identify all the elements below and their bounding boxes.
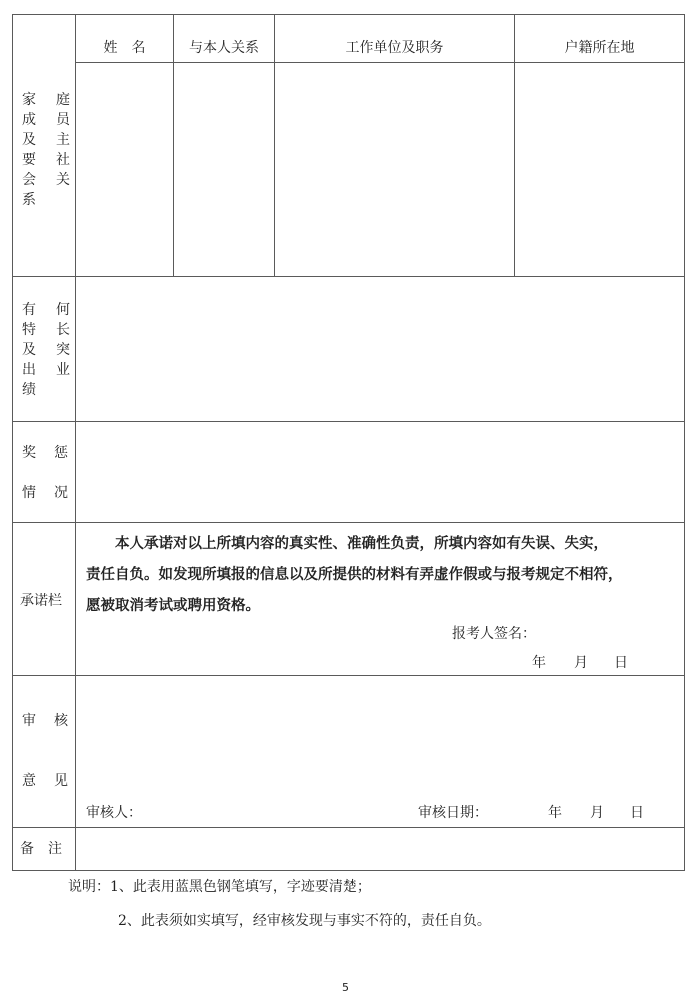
review-content-cell[interactable]	[76, 676, 684, 801]
header-relation: 与本人关系	[189, 40, 259, 56]
rewards-label-2a: 情	[22, 485, 36, 501]
note-line-1: 说明：1、此表用蓝黑色钢笔填写，字迹要清楚；	[68, 879, 371, 895]
rewards-label-2b: 况	[54, 485, 68, 501]
table-right-border	[684, 14, 685, 871]
family-section-label	[22, 90, 70, 210]
family-label-col1: 家 成 及 要 会 系	[22, 92, 36, 208]
specialty-content-cell[interactable]	[76, 277, 684, 421]
review-label-2a: 意	[22, 773, 36, 789]
cell-hukou[interactable]	[515, 63, 684, 276]
rewards-label-1a: 奖	[22, 445, 36, 461]
table-top-border	[12, 14, 685, 15]
pledge-text-line-1: 本人承诺对以上所填内容的真实性、准确性负责，所填内容如有失误、失实，	[115, 535, 608, 552]
review-date-month: 月	[590, 805, 604, 821]
pledge-date-day: 日	[614, 655, 628, 671]
pledge-label: 承诺栏	[20, 593, 62, 609]
table-left-border	[12, 14, 13, 871]
specialty-label-col1: 有 特 及 出 绩	[22, 302, 36, 398]
review-date-year: 年	[548, 805, 562, 821]
specialty-label-col2: 何 长 突 业	[56, 302, 70, 378]
reviewer-label: 审核人：	[86, 805, 142, 821]
remarks-label: 备 注	[20, 841, 62, 857]
pledge-text-line-3: 愿被取消考试或聘用资格。	[86, 597, 260, 614]
specialty-section-label	[22, 300, 70, 400]
section-divider-3	[12, 522, 685, 523]
family-label-col2: 庭 员 主 社 关	[56, 92, 70, 188]
rewards-label-1b: 惩	[54, 445, 68, 461]
note-line-2: 2、此表须如实填写，经审核发现与事实不符的，责任自负。	[118, 913, 491, 929]
pledge-date-year: 年	[532, 655, 546, 671]
cell-relation[interactable]	[174, 63, 274, 276]
table-bottom-border	[12, 870, 685, 871]
rewards-content-cell[interactable]	[76, 422, 684, 522]
review-label-2b: 见	[54, 773, 68, 789]
pledge-date-month: 月	[574, 655, 588, 671]
review-date-day: 日	[630, 805, 644, 821]
pledge-text-line-2: 责任自负。如发现所填报的信息以及所提供的材料有弄虚作假或与报考规定不相符，	[86, 566, 623, 583]
cell-work-unit[interactable]	[275, 63, 514, 276]
header-hukou: 户籍所在地	[564, 40, 635, 56]
review-label-1b: 核	[54, 713, 68, 729]
remarks-content-cell[interactable]	[76, 828, 684, 870]
signature-label: 报考人签名：	[452, 626, 536, 642]
header-work-unit: 工作单位及职务	[345, 40, 444, 56]
review-label-1a: 审	[22, 713, 36, 729]
cell-name[interactable]	[76, 63, 173, 276]
page-number: 5	[342, 981, 349, 994]
review-date-label: 审核日期：	[418, 805, 488, 821]
header-name: 姓 名	[103, 40, 146, 56]
